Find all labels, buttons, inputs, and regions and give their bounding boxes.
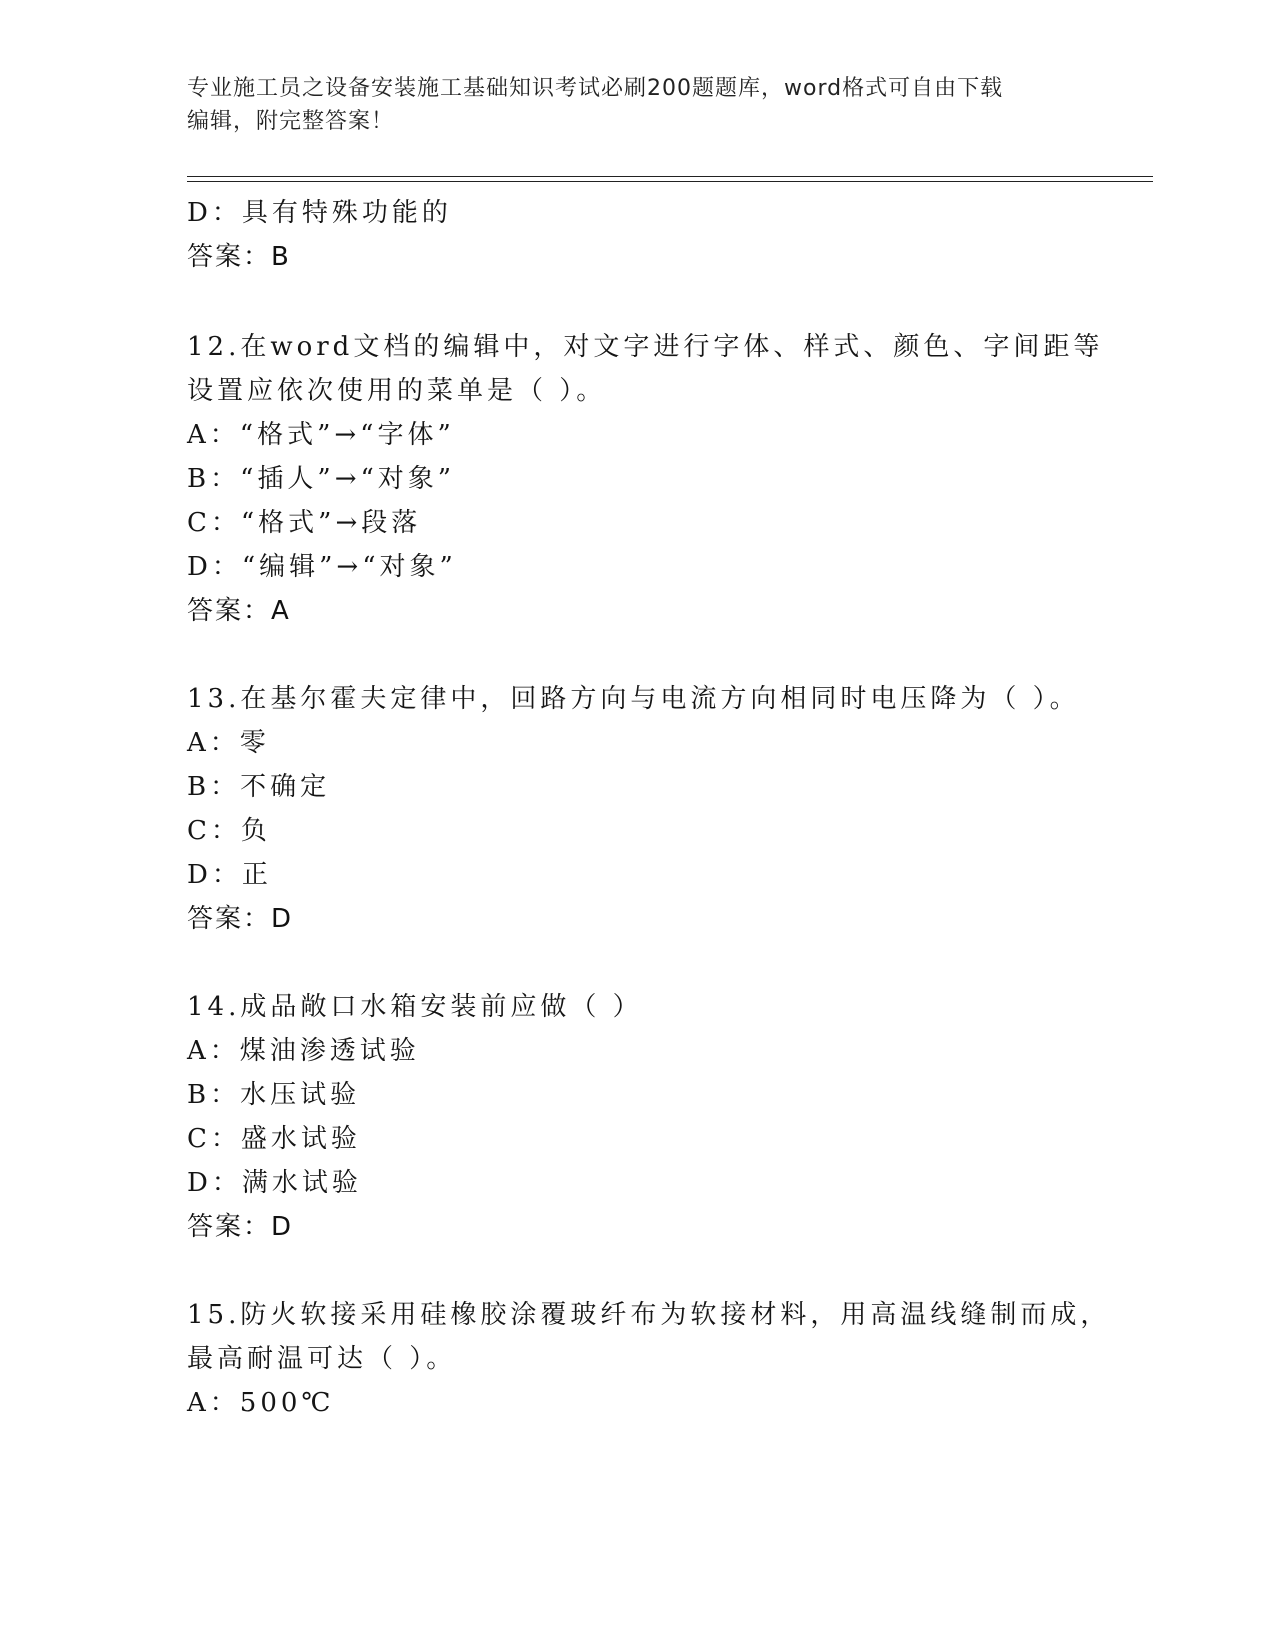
q13-option-d: D：正 <box>187 860 272 890</box>
q14-answer: 答案：D <box>187 1212 294 1242</box>
q15-question-line-1: 15.防火软接采用硅橡胶涂覆玻纤布为软接材料，用高温线缝制而成， <box>187 1300 1111 1330</box>
q15-option-a: A：500℃ <box>187 1388 335 1418</box>
header-divider-top <box>187 176 1153 177</box>
header-title-line-1: 专业施工员之设备安装施工基础知识考试必刷200题题库，word格式可自由下载 <box>187 76 1004 101</box>
q12-option-c: C：“格式”→段落 <box>187 508 422 538</box>
q12-answer: 答案：A <box>187 596 291 626</box>
q15-question-line-2: 最高耐温可达（ ）。 <box>187 1344 457 1374</box>
q14-option-a: A：煤油渗透试验 <box>187 1036 420 1066</box>
q14-option-c: C：盛水试验 <box>187 1124 361 1154</box>
q11-option-d: D：具有特殊功能的 <box>187 198 452 228</box>
q14-question-line-1: 14.成品敞口水箱安装前应做（ ） <box>187 992 643 1022</box>
q14-option-d: D：满水试验 <box>187 1168 362 1198</box>
q13-answer: 答案：D <box>187 904 294 934</box>
document-header <box>187 72 1067 138</box>
q13-option-a: A：零 <box>187 728 270 758</box>
q13-option-c: C：负 <box>187 816 271 846</box>
q11-answer: 答案：B <box>187 242 291 272</box>
q12-option-a: A：“格式”→“字体” <box>187 420 455 450</box>
q12-option-d: D：“编辑”→“对象” <box>187 552 457 582</box>
header-divider-bottom <box>187 181 1153 182</box>
header-title-line-2: 编辑，附完整答案！ <box>187 109 395 134</box>
q12-question-line-2: 设置应依次使用的菜单是（ ）。 <box>187 376 607 406</box>
q13-question-line-1: 13.在基尔霍夫定律中，回路方向与电流方向相同时电压降为（ ）。 <box>187 684 1080 714</box>
q12-option-b: B：“插人”→“对象” <box>187 464 456 494</box>
q12-question-line-1: 12.在word文档的编辑中，对文字进行字体、样式、颜色、字间距等 <box>187 332 1104 362</box>
q14-option-b: B：水压试验 <box>187 1080 361 1110</box>
q13-option-b: B：不确定 <box>187 772 331 802</box>
